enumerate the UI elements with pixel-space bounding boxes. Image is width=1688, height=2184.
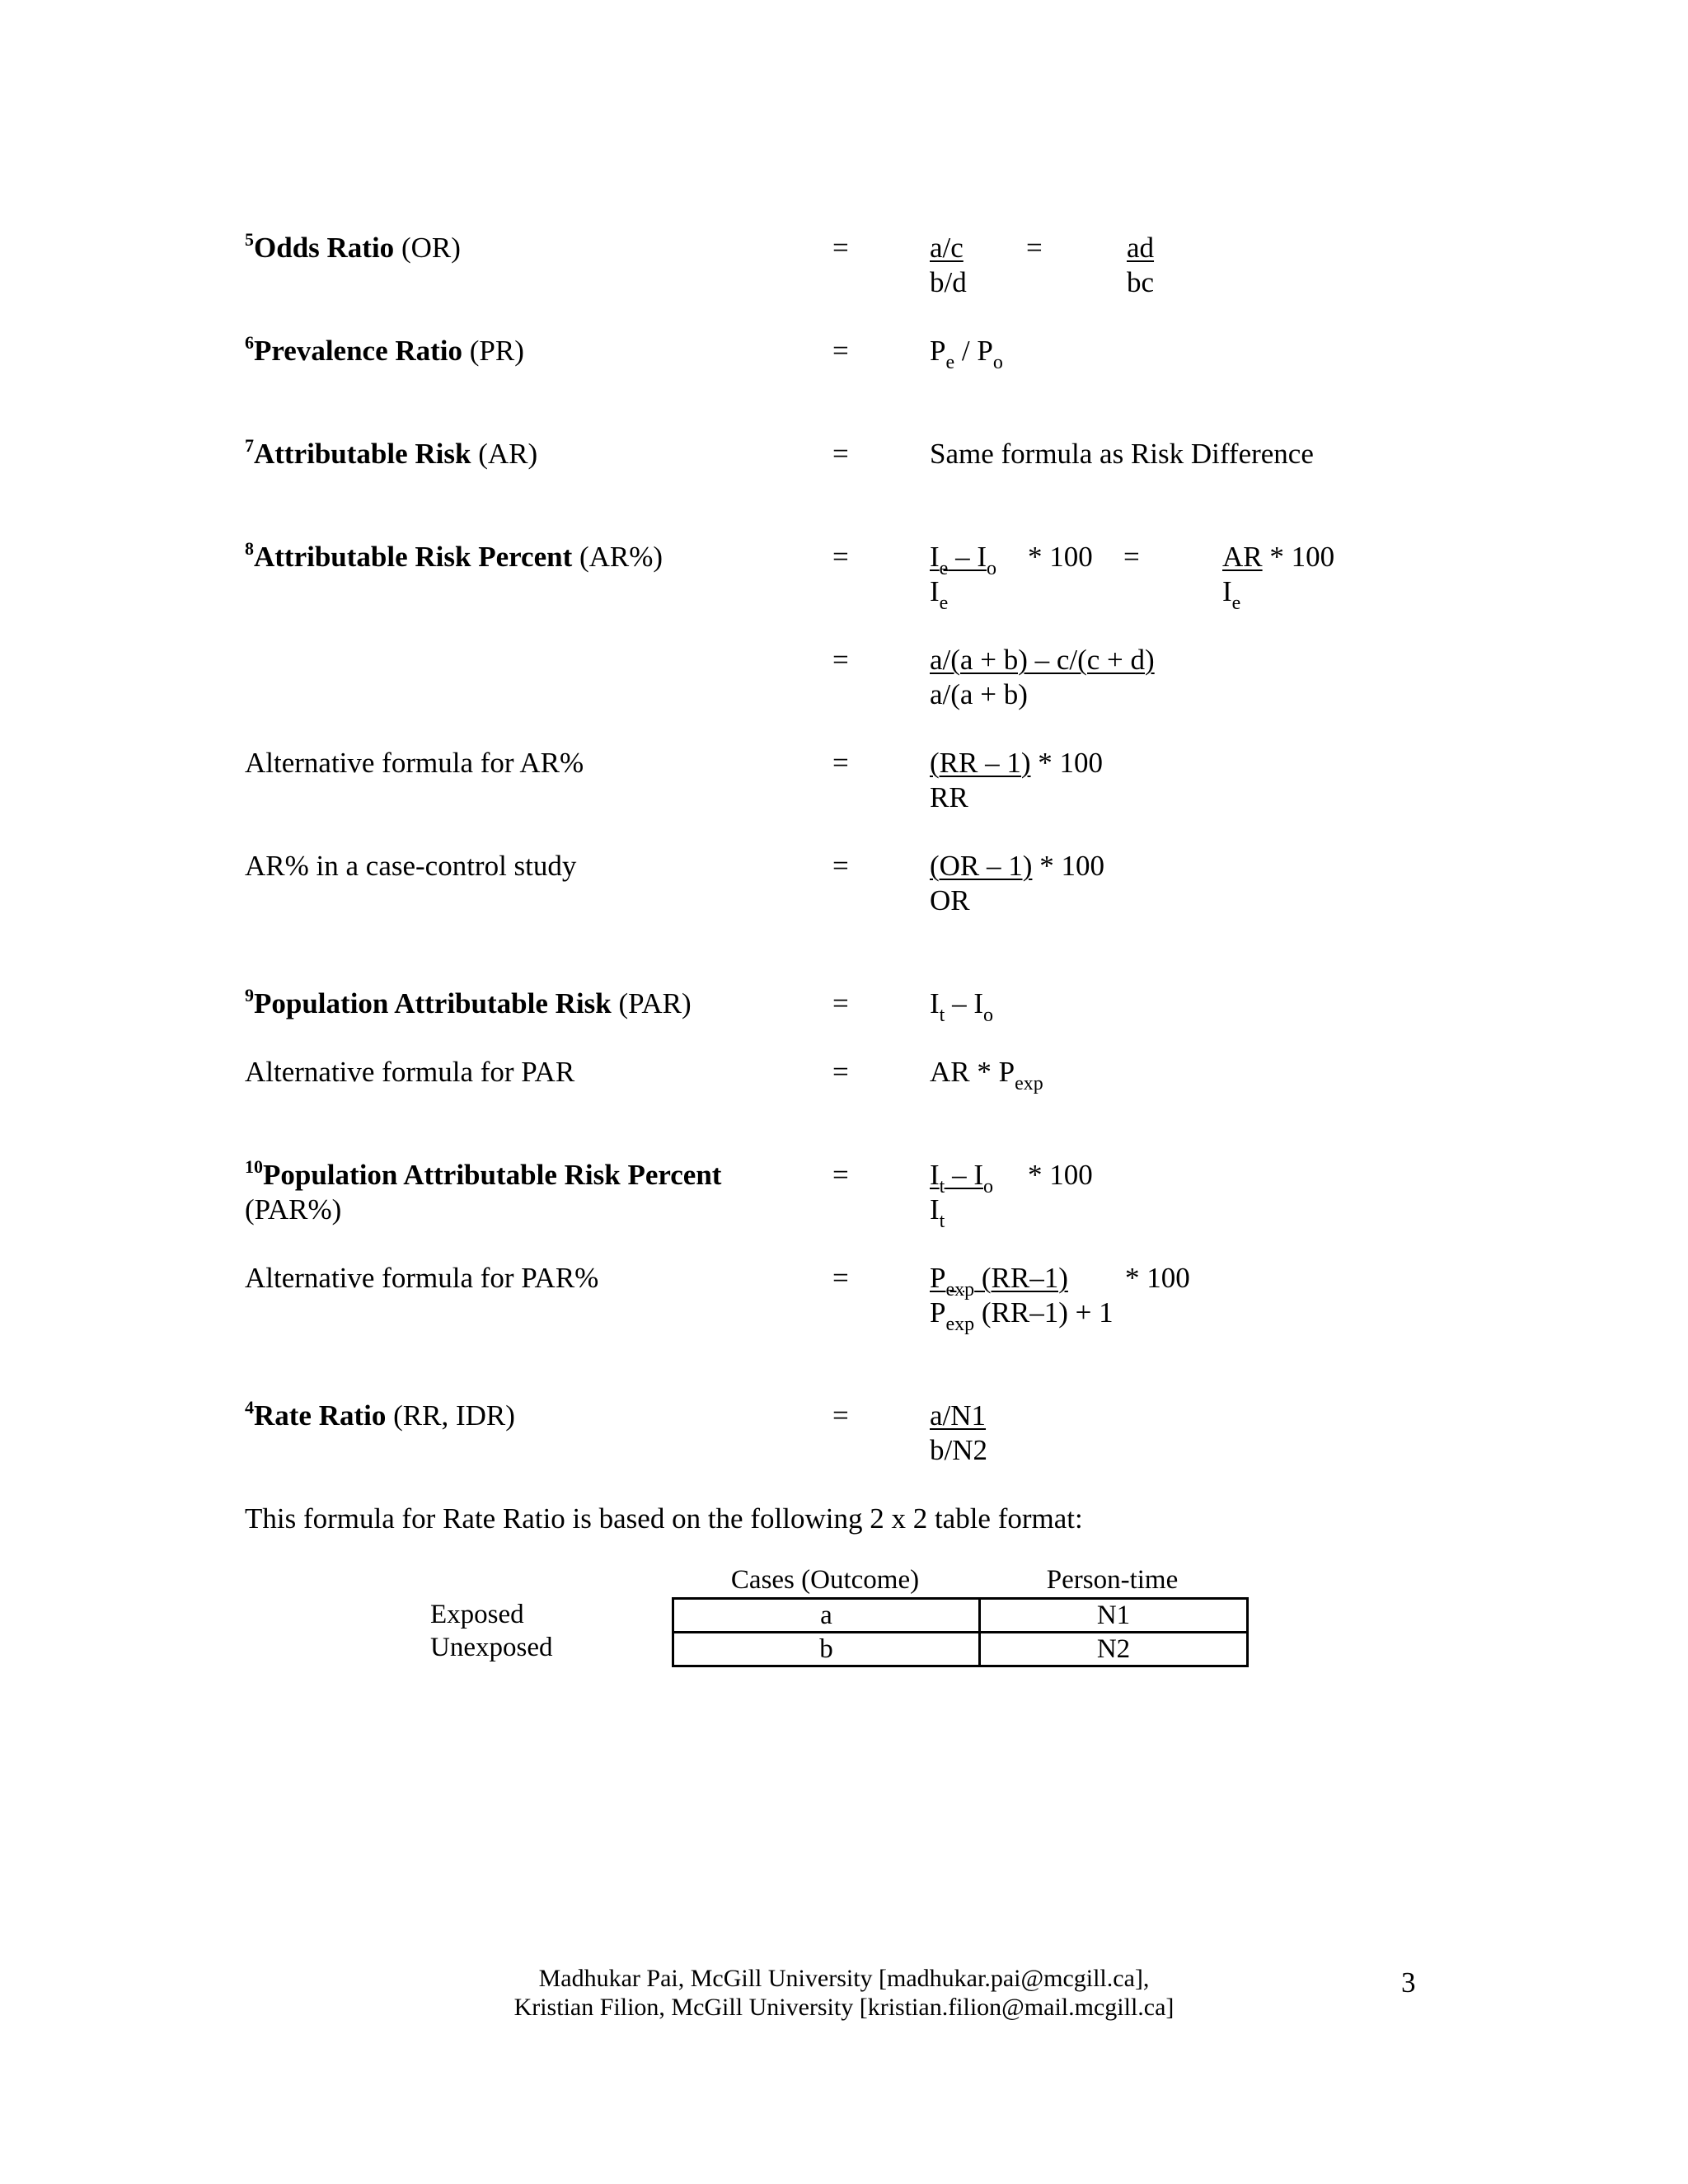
table-cell: N2 xyxy=(980,1633,1248,1666)
parp-alternative-label: Alternative formula for PAR% xyxy=(245,1262,599,1294)
pr-formula: $P_e / P_o$ xyxy=(930,335,1003,373)
table-row xyxy=(673,1599,1248,1633)
parp-numerator: $I_t - I_o$ xyxy=(930,1159,993,1197)
parp-denominator: $I_t$ xyxy=(930,1193,945,1232)
equals-sign: = xyxy=(1123,541,1140,573)
population-attributable-risk-percent-label: $^{10}$Population Attributable Risk Percent xyxy=(245,1156,722,1191)
footer-author-2: Kristian Filion, McGill University [kristian.filion@mail.mcgill.ca] xyxy=(513,1994,1175,2021)
arp-multiplier: * 100 xyxy=(1028,541,1093,573)
or-denominator: b/d xyxy=(930,266,967,298)
population-attributable-risk-label: $^9$Population Attributable Risk (PAR) xyxy=(245,985,692,1019)
attributable-risk-label: $^7$Attributable Risk (AR) xyxy=(245,435,538,470)
attributable-risk-percent-label: $^8$Attributable Risk Percent (AR%) xyxy=(245,538,663,573)
or-numerator-2: ad xyxy=(1127,232,1155,264)
footer-author-1: Madhukar Pai, McGill University [madhukar.pai@mcgill.ca], xyxy=(538,1965,1150,1992)
arp-ar-denominator: $I_e$ xyxy=(1222,575,1241,614)
ar-formula: Same formula as Risk Difference xyxy=(930,438,1314,470)
equals-sign: = xyxy=(832,747,849,779)
equals-sign: = xyxy=(832,335,849,367)
equals-sign: = xyxy=(832,1159,849,1191)
table-intro-text: This formula for Rate Ratio is based on the following 2 x 2 table format: xyxy=(245,1502,1083,1535)
parp-abbreviation: (PAR%) xyxy=(245,1193,342,1226)
page-number: 3 xyxy=(1401,1966,1416,1999)
rate-ratio-denominator: b/N2 xyxy=(930,1434,987,1466)
two-by-two-table xyxy=(672,1597,1249,1667)
equals-sign: = xyxy=(832,1262,849,1294)
arp-denominator: $I_e$ xyxy=(930,575,949,614)
table-cell: b xyxy=(673,1633,980,1666)
arp-alternative-label: Alternative formula for AR% xyxy=(245,747,584,779)
par-formula: $I_t - I_o$ xyxy=(930,987,993,1026)
equals-sign: = xyxy=(832,987,849,1019)
arp-or-numerator: (OR – 1) * 100 xyxy=(930,850,1104,882)
rate-ratio-numerator: a/N1 xyxy=(930,1399,987,1432)
arp-case-control-label: AR% in a case-control study xyxy=(245,850,577,882)
parp-multiplier: * 100 xyxy=(1028,1159,1093,1191)
table-cell: N1 xyxy=(980,1599,1248,1633)
equals-sign: = xyxy=(832,541,849,573)
row-label-unexposed: Unexposed xyxy=(430,1633,553,1662)
par-alt-formula: AR * $P_{exp}$ xyxy=(930,1056,1043,1094)
table-cell: a xyxy=(673,1599,980,1633)
equals-sign: = xyxy=(832,438,849,470)
row-label-exposed: Exposed xyxy=(430,1600,524,1629)
prevalence-ratio-label: $^6$Prevalence Ratio (PR) xyxy=(245,332,524,367)
parp-alt-denominator: $P_{exp}$ (RR–1) + 1 xyxy=(930,1296,1114,1335)
table-header-person-time: Person-time xyxy=(1046,1565,1179,1595)
parp-alt-multiplier: * 100 xyxy=(1125,1262,1190,1294)
equals-sign: = xyxy=(832,1056,849,1088)
rate-ratio-label: $^4$Rate Ratio (RR, IDR) xyxy=(245,1397,515,1432)
arp-ar-numerator: AR * 100 xyxy=(1222,541,1335,573)
table-row xyxy=(673,1633,1248,1666)
arp-numerator: $I_e - I_o$ xyxy=(930,541,996,579)
equals-sign: = xyxy=(832,850,849,882)
par-alternative-label: Alternative formula for PAR xyxy=(245,1056,575,1088)
arp-rr-denominator: RR xyxy=(930,781,968,813)
equals-sign: = xyxy=(832,644,849,676)
equals-sign: = xyxy=(1026,232,1043,264)
equals-sign: = xyxy=(832,232,849,264)
arp-alt-numerator: a/(a + b) – c/(c + d) xyxy=(930,644,1155,676)
arp-or-denominator: OR xyxy=(930,884,970,916)
arp-rr-numerator: (RR – 1) * 100 xyxy=(930,747,1103,779)
or-numerator: a/c xyxy=(930,232,964,264)
arp-alt-denominator: a/(a + b) xyxy=(930,678,1028,710)
parp-alt-numerator: $P_{exp}$ (RR–1) xyxy=(930,1262,1068,1301)
odds-ratio-label: $^5$Odds Ratio (OR) xyxy=(245,229,461,264)
or-denominator-2: bc xyxy=(1127,266,1155,298)
equals-sign: = xyxy=(832,1399,849,1432)
table-header-cases: Cases (Outcome) xyxy=(730,1565,920,1595)
